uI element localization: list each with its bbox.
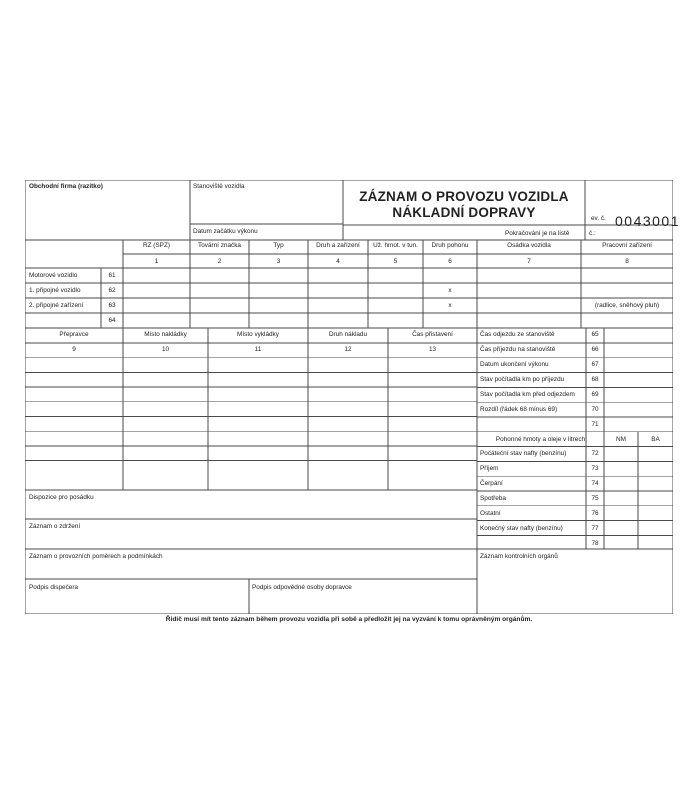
col-num-3: 3 <box>276 258 281 265</box>
continued-label: Pokračování je na listě <box>505 230 570 237</box>
record-form <box>25 180 681 614</box>
item-label-69: Stav počítadla km před odjezdem <box>480 391 575 398</box>
fuel-label-74: Čerpání <box>480 480 503 487</box>
fuel-nm-header: NM <box>616 436 626 443</box>
title-line-1: ZÁZNAM O PROVOZU VOZIDLA <box>359 189 569 204</box>
col-cargo: Druh nákladu <box>328 331 367 338</box>
fuel-label-77: Konečný stav nafty (benzínu) <box>480 525 563 532</box>
fuel-ba-header: BA <box>651 436 660 443</box>
row-num-61: 61 <box>108 272 116 279</box>
col-unloading: Místo vykládky <box>237 331 279 338</box>
item-num-69: 69 <box>591 391 599 398</box>
item-num-70: 70 <box>591 406 599 413</box>
col-num-5: 5 <box>393 258 398 265</box>
fuel-num-76: 76 <box>591 510 599 517</box>
item-num-67: 67 <box>591 361 599 368</box>
control-label: Záznam kontrolních orgánů <box>480 553 558 560</box>
row-label-motor-vehicle: Motorové vozidlo <box>29 272 78 279</box>
col-work-equipment: Pracovní zařízení <box>602 242 652 249</box>
row-num-64: 64 <box>108 317 116 324</box>
responsible-signature-label: Podpis odpovědné osoby dopravce <box>252 584 352 591</box>
fuel-num-78: 78 <box>591 540 599 547</box>
col-num-9: 9 <box>72 346 76 353</box>
col-carrier: Přepravce <box>59 331 89 338</box>
conditions-label: Záznam o provozních poměrech a podmínkách <box>29 553 163 560</box>
col-num-2: 2 <box>217 258 222 265</box>
item-label-65: Čas odjezdu ze stanoviště <box>480 331 555 338</box>
col-crew: Osádka vozidla <box>507 242 551 249</box>
item-label-67: Datum ukončení výkonu <box>480 361 549 368</box>
start-date-label: Datum začátku výkonu <box>193 228 258 235</box>
col-type: Typ <box>273 242 284 249</box>
item-label-66: Čas příjezdu na stanoviště <box>480 346 556 353</box>
item-label-68: Stav počítadla km po příjezdu <box>480 376 565 383</box>
title-line-2: NÁKLADNÍ DOPRAVY <box>392 205 536 220</box>
item-num-68: 68 <box>591 376 599 383</box>
equipment-note: (radlice, sněhový pluh) <box>594 302 660 309</box>
ev-number: 0043001 <box>615 213 681 229</box>
item-num-65: 65 <box>591 331 599 338</box>
col-num-6: 6 <box>448 258 452 265</box>
sheet-number-label: č.: <box>589 230 596 237</box>
col-num-8: 8 <box>625 258 629 265</box>
col-num-12: 12 <box>344 346 352 353</box>
fuel-num-73: 73 <box>591 465 599 472</box>
fuel-num-77: 77 <box>591 525 599 532</box>
fuel-header: Pohonné hmoty a oleje v litrech <box>495 436 586 443</box>
row-num-63: 63 <box>108 302 116 309</box>
fuel-num-74: 74 <box>591 480 599 487</box>
drive-mark-63: x <box>448 302 452 309</box>
col-brand: Tovární značka <box>198 242 241 249</box>
col-num-1: 1 <box>154 258 159 265</box>
col-drive: Druh pohonu <box>431 242 469 249</box>
ev-label: ev. č. <box>591 215 606 222</box>
row-num-62: 62 <box>108 287 116 294</box>
fuel-num-72: 72 <box>591 450 599 457</box>
col-num-10: 10 <box>161 346 170 353</box>
fuel-label-75: Spotřeba <box>480 495 506 502</box>
col-arrival-time: Čas přistavení <box>412 331 453 338</box>
row-label-trailer-1: 1. připojné vozidlo <box>29 287 81 294</box>
fuel-num-75: 75 <box>591 495 599 502</box>
row-label-trailer-2: 2. připojné zařízení <box>29 302 84 309</box>
fuel-label-72: Počáteční stav nafty (benzínu) <box>480 450 567 457</box>
dispatcher-signature-label: Podpis dispečera <box>29 584 79 591</box>
item-label-70: Rozdíl (řádek 68 mínus 69) <box>480 406 558 413</box>
item-num-66: 66 <box>591 346 599 353</box>
company-label: Obchodní firma (razítko) <box>29 183 103 190</box>
col-rz: RZ (SPZ) <box>143 242 170 249</box>
col-num-13: 13 <box>428 346 437 353</box>
fuel-label-73: Příjem <box>480 465 499 472</box>
col-weight: Už. hmot. v tun. <box>373 242 418 249</box>
station-label: Stanoviště vozidla <box>193 183 245 190</box>
drive-mark-62: x <box>448 287 452 294</box>
col-num-4: 4 <box>336 258 340 265</box>
fuel-label-76: Ostatní <box>480 510 501 517</box>
disposition-label: Dispozice pro posádku <box>29 494 94 501</box>
col-num-7: 7 <box>527 258 531 265</box>
item-num-71: 71 <box>591 421 599 428</box>
delay-label: Záznam o zdržení <box>29 523 81 530</box>
footer-notice: Řidič musí mít tento záznam během provozu vozidla při sobě a předložit jej na vyzvání k tomu oprávněným orgánům. <box>165 616 533 623</box>
col-num-11: 11 <box>254 346 262 353</box>
col-loading: Místo nakládky <box>144 331 187 338</box>
col-equipment: Druh a zařízení <box>316 242 360 249</box>
